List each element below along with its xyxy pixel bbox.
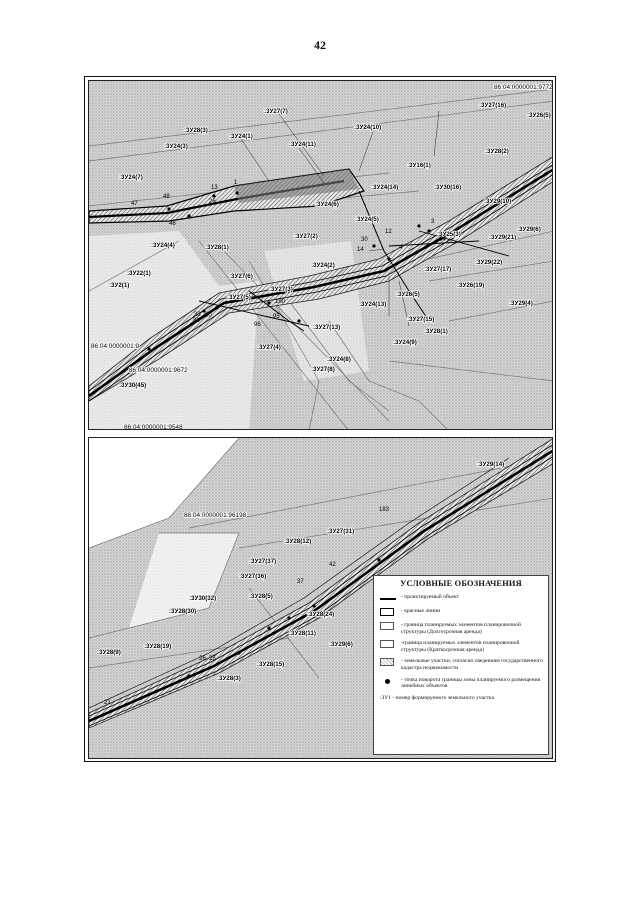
parcel-label: :3У28(12) <box>284 538 312 545</box>
parcel-label: :3У27(16) <box>479 102 507 109</box>
point-number: 26 <box>209 199 216 205</box>
parcel-label: :3У27(13) <box>313 324 341 331</box>
parcel-label: :3У27(6) <box>229 273 253 280</box>
parcel-label: :3У29(14) <box>477 461 505 468</box>
parcel-label: :3У24(6) <box>315 201 339 208</box>
cadastral-number: 86:04:0000001:9548 <box>124 424 183 431</box>
parcel-label: :3У24(1) <box>229 133 253 140</box>
legend-item <box>380 594 548 603</box>
parcel-label: :3У24(14) <box>371 184 399 191</box>
legend-item-label: - земельные участки, согласно сведениям государственного кадастра недвижимости <box>401 658 543 671</box>
parcel-label: :3У27(4) <box>257 344 281 351</box>
parcel-label: :3У16(1) <box>407 162 431 169</box>
point-number: 3 <box>431 219 435 225</box>
cadastral-number: 86:04:0000001:9772 <box>494 84 553 91</box>
parcel-label: :3У27(3) <box>269 286 293 293</box>
point-number: 88 <box>193 318 200 324</box>
cadastral-labels <box>184 512 247 519</box>
point-number: 21 <box>104 700 111 706</box>
parcel-label: :3У29(10) <box>484 198 512 205</box>
parcel-label: :3У26(5) <box>527 112 551 119</box>
point-number: 25 <box>209 656 216 662</box>
parcel-label: :3У27(5) <box>227 294 251 301</box>
parcel-label: :3У24(4) <box>151 242 175 249</box>
parcel-label: :3У24(10) <box>354 124 382 131</box>
point-number: 90 <box>205 313 212 319</box>
parcel-label: :3У26(19) <box>457 282 485 289</box>
parcel-label: :3У29(21) <box>489 234 517 241</box>
parcel-label: :3У30(45) <box>119 382 147 389</box>
cadastral-number: 86:04:0000001:96198 <box>184 512 247 519</box>
point-number: 95 <box>273 314 280 320</box>
parcel-label: :3У24(2) <box>311 262 335 269</box>
parcel-label: :3У27(37) <box>249 558 277 565</box>
point-number: 14 <box>357 247 364 253</box>
point-number: 47 <box>131 201 138 207</box>
parcel-label: :3У28(3) <box>217 675 241 682</box>
parcel-label: :3У28(15) <box>257 661 285 668</box>
legend-item-label: - проектируемый объект <box>401 594 460 600</box>
point-number: 84 <box>439 237 446 243</box>
point-number: 1 <box>234 180 238 186</box>
point-number: 30 <box>361 237 368 243</box>
top-map <box>88 80 553 430</box>
point-number: 42 <box>329 562 336 568</box>
parcel-label: :3У24(11) <box>289 141 316 148</box>
parcel-label: :3У28(3) <box>184 127 208 134</box>
parcel-label: :3У28(9) <box>97 649 121 656</box>
point-number: 48 <box>163 194 170 200</box>
legend-title: УСЛОВНЫЕ ОБОЗНАЧЕНИЯ <box>400 579 522 588</box>
page-number: 42 <box>314 38 326 52</box>
point-number: 12 <box>385 229 392 235</box>
legend-item-label: -граница планируемых элементов планировочной структуры (Краткосрочная аренда) <box>401 640 520 653</box>
point-number: 46 <box>169 221 176 227</box>
parcel-label: :3У28(30) <box>169 608 197 615</box>
parcel-label: :3У28(11) <box>289 630 316 637</box>
parcel-label: :3У28(5) <box>249 593 273 600</box>
parcel-label: :3У25(3) <box>437 231 461 238</box>
top-map-canvas <box>89 81 553 430</box>
legend-item <box>380 658 548 671</box>
legend-item-label: - точка поворота границы зоны планируемого размещения линейных объектов <box>401 676 541 690</box>
parcel-label: :3У24(7) <box>119 174 143 181</box>
point-number: 37 <box>297 579 304 585</box>
cadastral-number: 86:04:0000001:9 <box>91 343 139 350</box>
parcel-label: :3У29(22) <box>475 259 503 266</box>
box-swatch-icon <box>380 622 396 631</box>
parcel-label: :3У2(1) <box>109 282 130 289</box>
point-number: 4 <box>399 245 403 251</box>
parcel-label: :3У28(2) <box>485 148 509 155</box>
legend-item-label: - красные линии <box>401 608 441 614</box>
parcel-label: :3У24(5) <box>355 216 379 223</box>
parcel-label: :3У29(6) <box>517 226 541 233</box>
point-number: 183 <box>379 507 390 513</box>
parcel-label: :3У24(8) <box>327 356 351 363</box>
legend-item-label: - граница планируемых элементов планировочной структуры (Долгосрочная аренда) <box>401 622 521 635</box>
parcel-label: :3У26(5) <box>396 291 420 298</box>
parcel-label: :3У24(9) <box>393 339 417 346</box>
parcel-label: :3У27(36) <box>239 573 267 580</box>
red-lines-swatch-icon <box>380 608 396 617</box>
parcel-label: :3У27(7) <box>264 108 288 115</box>
legend-item <box>380 608 548 617</box>
parcel-label: :3У24(13) <box>359 301 387 308</box>
parcel-label: :3У27(2) <box>294 233 318 240</box>
parcel-label: :3У30(16) <box>434 184 462 191</box>
parcel-label: :3У29(6) <box>329 641 353 648</box>
parcel-label: :3У27(31) <box>327 528 355 535</box>
point-number: 180 <box>275 299 286 305</box>
point-number: 13 <box>211 185 218 191</box>
legend-item <box>380 677 548 690</box>
parcel-label: :3У28(19) <box>144 643 172 650</box>
line-swatch-icon <box>380 594 396 603</box>
point-number: 26 <box>199 656 206 662</box>
parcel-label: :3У24(3) <box>164 143 188 150</box>
parcel-label: :3У27(15) <box>407 316 435 323</box>
legend-item <box>380 622 548 635</box>
box-swatch-icon <box>380 640 396 649</box>
parcel-label: :3У22(1) <box>127 270 151 277</box>
parcel-label: :3У27(17) <box>424 266 452 273</box>
parcel-label: :3У30(32) <box>189 595 217 602</box>
parcel-label: :3У27(8) <box>311 366 335 373</box>
parcel-label: :3У28(1) <box>424 328 448 335</box>
parcel-label: :3У29(4) <box>509 300 533 307</box>
point-number: 33 <box>194 312 201 318</box>
legend-footnote: :ЗУ1 - номер формируемого земельного участка <box>380 694 495 701</box>
dot-swatch-icon <box>380 677 396 686</box>
map-legend <box>373 575 549 755</box>
point-number: 96 <box>254 322 261 328</box>
parcel-label: :3У28(24) <box>307 611 335 618</box>
legend-item <box>380 640 548 653</box>
parcel-label: :3У28(1) <box>205 244 229 251</box>
cadastral-number: 86:04:0000001:9672 <box>129 367 188 374</box>
hatch-swatch-icon <box>380 658 396 667</box>
